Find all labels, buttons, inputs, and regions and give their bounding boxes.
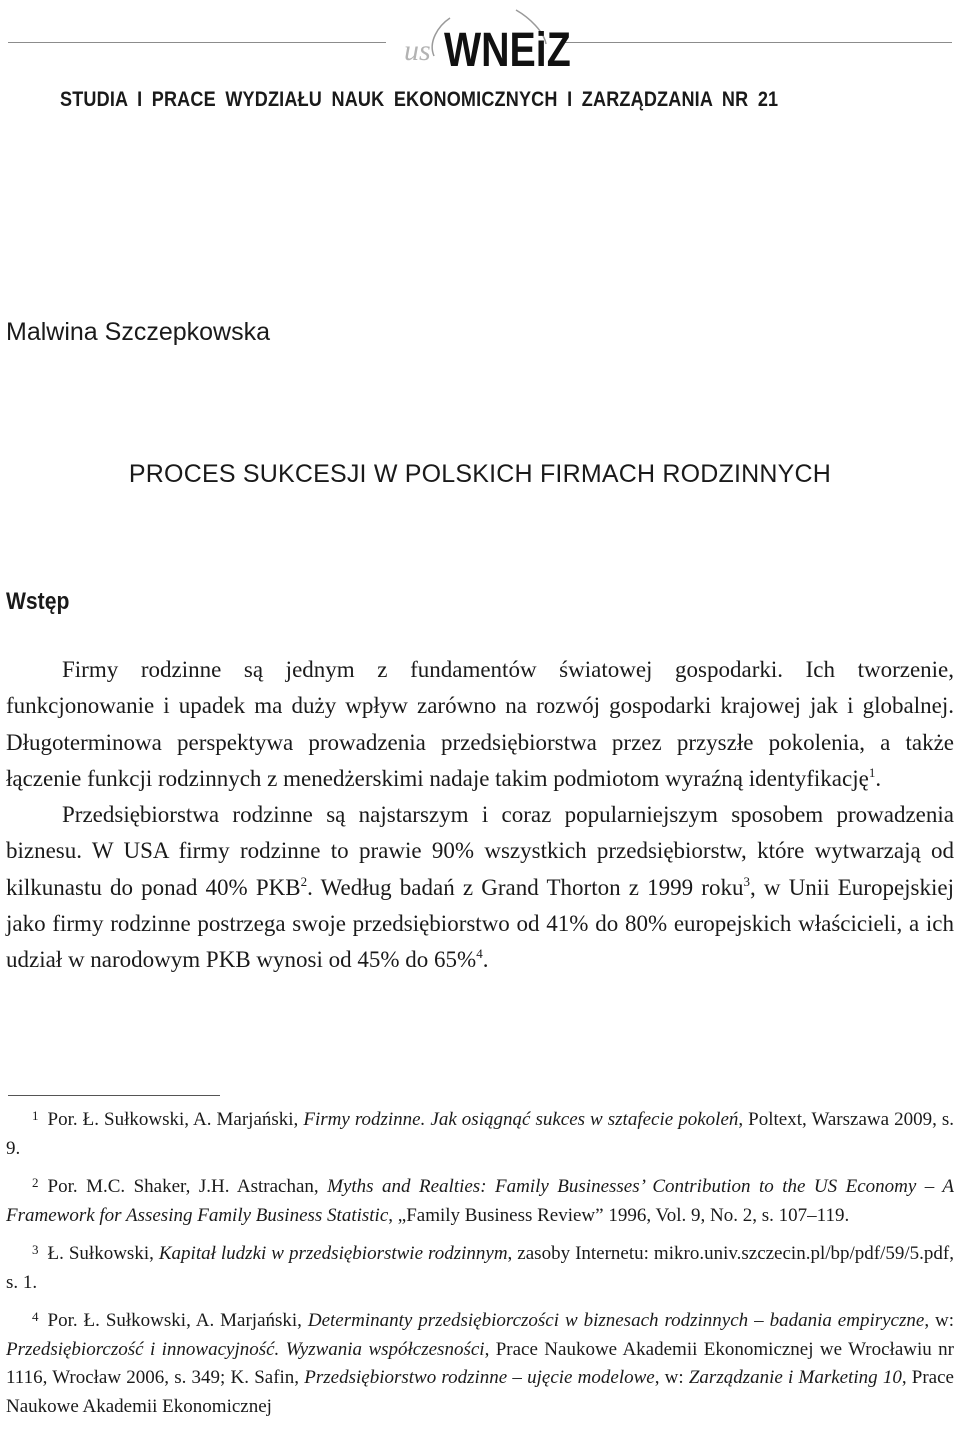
footnote-italic-text: Przedsiębiorstwo rodzinne – ujęcie modelowe [304,1367,655,1388]
paragraph-text: Firmy rodzinne są jednym z fundamentów światowej gospodarki. Ich tworzenie, funkcjonowanie i upadek ma duży wpływ zarówno na rozwój gospodarki krajowej jak i globalnej. Długoterminowa perspektywa prowadzenia przedsiębiorstwa przez przyszłe pokolenia, a także łączenie funkcji rodzinnych z menedżerskimi nadaje takim podmiotom wyraźną identyfikację [6,657,954,791]
footnote-text: Ł. Sułkowski, [47,1243,159,1264]
footnote-number: 2 [32,1175,39,1190]
section-heading: Wstęp [6,588,70,615]
footnote-italic-text: Przedsiębiorczość i innowacyjność. Wyzwania współczesności [6,1338,485,1360]
footnote-text: , Prace Naukowe Akademii Ekonomicznej [6,1367,954,1417]
footnote-item [6,1173,954,1230]
footnote-text: Por. Ł. Sułkowski, A. Marjański, [47,1109,304,1130]
paragraph-text: . [482,947,489,973]
header-rule-left [8,42,386,43]
footnote-italic-text: Firmy rodzinne. Jak osiągnąć sukces w sztafecie pokoleń [303,1109,739,1130]
footnote-italic-text: Myths and Realties: Family Businesses’ Contribution to the US Economy – A Framework for Assesing Family Business Statistic [6,1176,955,1226]
footnote-italic-text: Determinanty przedsiębiorczości w biznesach rodzinnych – badania empiryczne [307,1310,925,1331]
footnote-number: 1 [32,1108,39,1123]
footnote-text: Por. M.C. Shaker, J.H. Astrachan, [47,1176,328,1197]
body-paragraph [6,797,954,978]
journal-title: STUDIA I PRACE WYDZIAŁU NAUK EKONOMICZNYCH I ZARZĄDZANIA NR 21 [60,88,779,111]
footnote-ref[interactable]: 4 [476,946,483,962]
footnote-ref[interactable]: 3 [743,873,750,889]
footnote-number: 4 [32,1309,39,1324]
logo-prefix-text: us [404,34,431,67]
footnote-text: , w: [654,1367,689,1388]
footnote-text: , Poltext, Warszawa 2009, s. 9. [6,1109,955,1159]
logo-graphic [398,4,571,77]
paragraph-text: . Według badań z Grand Thorton z 1999 roku [307,874,744,900]
footnote-text: , „Family Business Review” 1996, Vol. 9, No. 2, s. 107–119. [388,1204,850,1226]
footnote-item [6,1240,954,1297]
body-paragraph [6,652,954,797]
footnotes [6,1106,954,1431]
footnote-ref[interactable]: 2 [300,873,308,889]
footnote-text: Por. Ł. Sułkowski, A. Marjański, [47,1310,308,1331]
footnote-number: 3 [32,1242,39,1257]
footnote-text: , w: [924,1310,955,1331]
paragraph-text: Przedsiębiorstwa rodzinne są najstarszym i coraz popularniejszym sposobem prowadzenia biznesu. W USA firmy rodzinne to prawie 90% wszystkich przedsiębiorstw, które wytwarzają od kilkunastu do ponad 40% PKB [6,802,954,900]
footnote-italic-text: Kapitał ludzki w przedsiębiorstwie rodzinnym [158,1243,508,1264]
footnote-item [6,1307,954,1421]
footnote-text: , zasoby Internetu: mikro.univ.szczecin.pl/bp/pdf/59/5.pdf, s. 1. [6,1243,955,1293]
article-author: Malwina Szczepkowska [6,318,270,346]
footnote-item [6,1106,954,1163]
article-body [6,652,954,979]
publisher-logo [398,4,571,77]
article-title: PROCES SUKCESJI W POLSKICH FIRMACH RODZINNYCH [128,460,832,488]
footnote-italic-text: Zarządzanie i Marketing 10 [688,1367,902,1388]
footnote-text: , Prace Naukowe Akademii Ekonomicznej we Wrocławiu nr 1116, Wrocław 2006, s. 349; K. Safin, [6,1338,954,1388]
footnote-ref[interactable]: 1 [868,764,876,780]
header-rule-right [560,42,952,43]
footnote-separator [8,1095,220,1096]
paragraph-text: . [875,765,882,791]
logo-main-text: WNEiZ [444,23,571,77]
paragraph-text: , w Unii Europejskiej jako firmy rodzinne postrzega swoje przedsiębiorstwo od 41% do 80% europejskich właścicieli, a ich udział w narodowym PKB wynosi od 45% do 65% [6,874,954,973]
